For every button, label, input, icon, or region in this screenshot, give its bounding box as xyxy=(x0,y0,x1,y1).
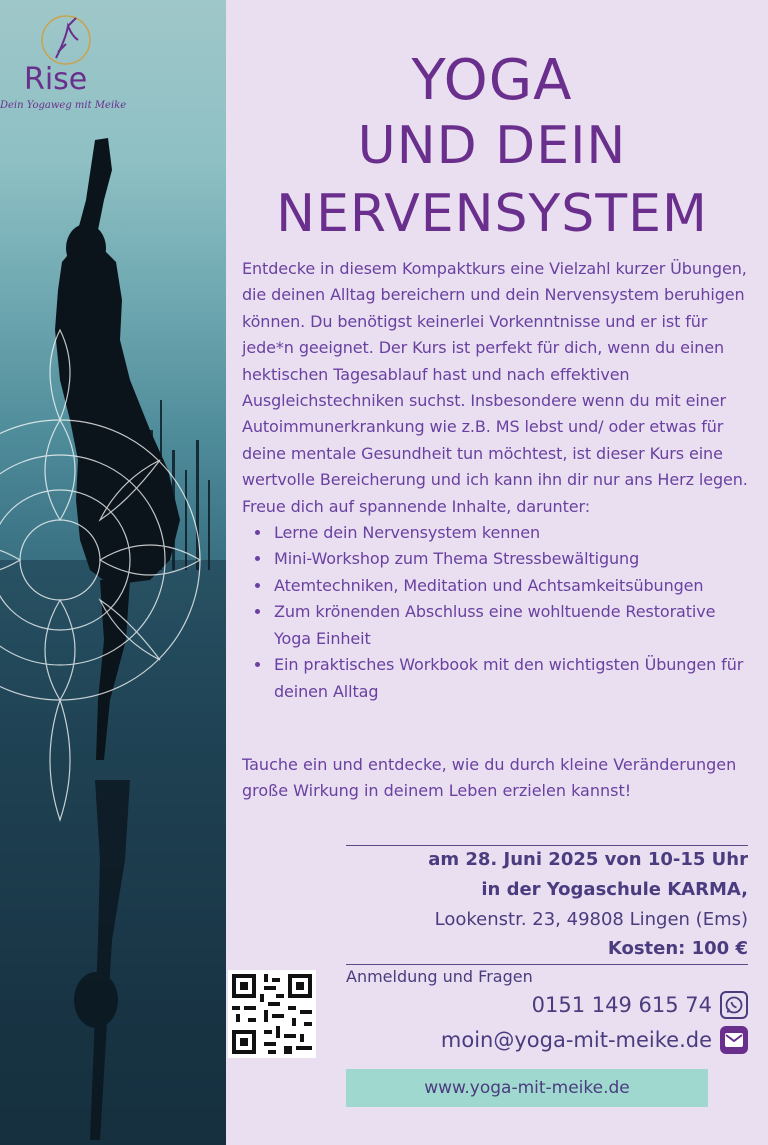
list-item: • Lerne dein Nervensystem kennen xyxy=(272,520,752,546)
yoga-photo-panel xyxy=(0,0,226,1145)
list-item: • Mini-Workshop zum Thema Stressbewältigung xyxy=(272,546,752,572)
title-line-3: NERVENSYSTEM xyxy=(276,184,708,244)
logo-name: Rise xyxy=(24,62,88,97)
email-line[interactable] xyxy=(441,1026,748,1054)
event-date: am 28. Juni 2025 von 10-15 Uhr xyxy=(428,849,748,870)
contact-label: Anmeldung und Fragen xyxy=(346,967,533,986)
silhouette-illustration xyxy=(0,0,226,1145)
intro-text: Entdecke in diesem Kompaktkurs eine Vielzahl kurzer Übungen, die deinen Alltag bereichern und dein Nervensystem beruhigen können. Du benötigst keinerlei Vorkenntnisse und er ist für jede*n geeignet. Der Kurs ist perfekt für dich, wenn du einen hektischen Tagesablauf hast und nach effektiven Ausgleichstechniken suchst. Insbesondere wenn du mit einer Autoimmunerkrankung wie z.B. MS lebst und/ oder etwas für deine mentale Gesundheit tun möchtest, ist dieser Kurs eine wertvolle Bereicherung und ich kann ihn dir nur ans Herz legen. xyxy=(242,259,748,490)
list-item: • Atemtechniken, Meditation und Achtsamkeitsübungen xyxy=(272,573,752,599)
divider xyxy=(346,964,748,965)
event-price: Kosten: 100 € xyxy=(607,938,748,959)
title-line-1: YOGA xyxy=(411,48,573,113)
list-item: • Ein praktisches Workbook mit den wichtigsten Übungen für deinen Alltag xyxy=(272,652,752,705)
divider xyxy=(346,845,748,846)
whatsapp-icon[interactable] xyxy=(720,991,748,1019)
list-item: • Zum krönenden Abschluss eine wohltuende Restorative Yoga Einheit xyxy=(272,599,752,652)
phone-line[interactable] xyxy=(532,991,748,1019)
qr-code-icon[interactable] xyxy=(228,970,316,1058)
closing-text: Tauche ein und entdecke, wie du durch kleine Veränderungen große Wirkung in deinem Leben erzielen kannst! xyxy=(242,755,737,801)
event-address: Lookenstr. 23, 49808 Lingen (Ems) xyxy=(434,909,748,930)
yoga-figure-circle-icon xyxy=(32,8,102,68)
logo-tagline: Dein Yogaweg mit Meike xyxy=(0,100,127,111)
phone-number[interactable]: 0151 149 615 74 xyxy=(531,993,712,1017)
contents-list xyxy=(242,520,752,705)
website-link[interactable]: www.yoga-mit-meike.de xyxy=(346,1069,708,1107)
title-line-2: UND DEIN xyxy=(357,116,627,176)
event-venue: in der Yogaschule KARMA, xyxy=(481,879,748,900)
mail-icon[interactable] xyxy=(720,1026,748,1054)
email-address[interactable]: moin@yoga-mit-meike.de xyxy=(440,1028,712,1052)
contents-intro: Freue dich auf spannende Inhalte, darunter: xyxy=(242,496,590,516)
intro-block xyxy=(242,256,752,705)
